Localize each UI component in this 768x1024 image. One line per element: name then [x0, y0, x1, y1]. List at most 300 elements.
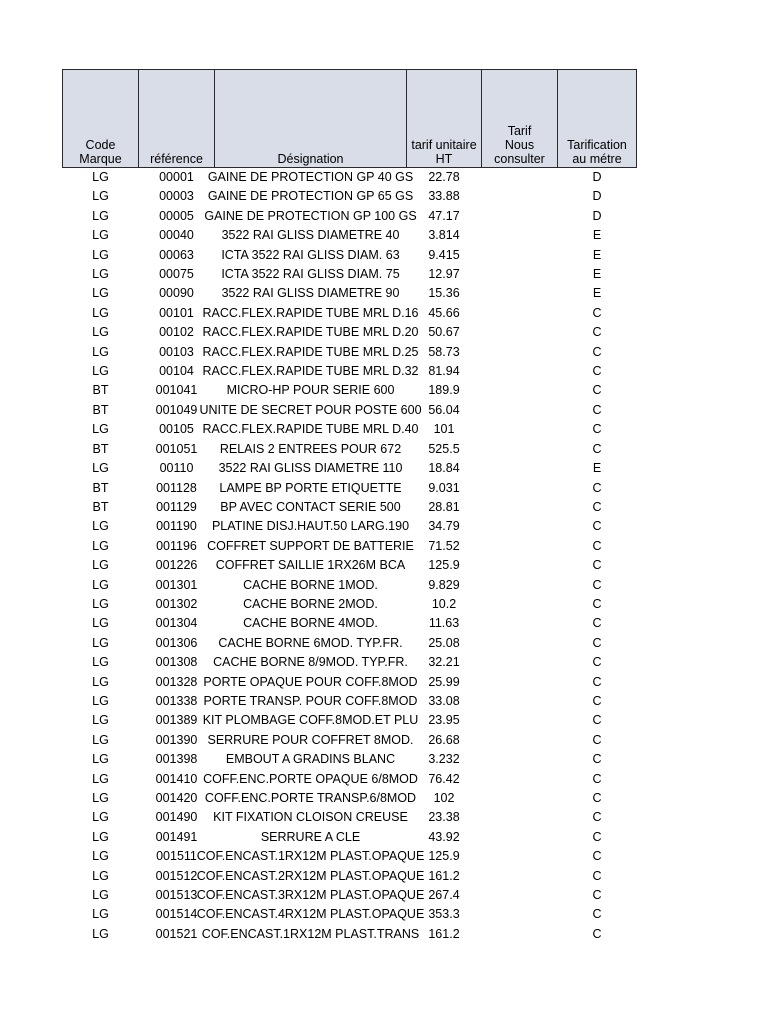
- cell-tarif-nous-consulter: [482, 304, 558, 323]
- cell-code-marque-text: LG: [92, 849, 109, 864]
- cell-reference-text: 001190: [156, 519, 197, 534]
- cell-tarif-nous-consulter: [482, 925, 558, 944]
- cell-tarification-metre: [558, 653, 637, 672]
- cell-designation-text: RACC.FLEX.RAPIDE TUBE MRL D.32: [202, 364, 419, 379]
- cell-reference-text: 00005: [159, 208, 194, 223]
- cell-designation-text: MICRO-HP POUR SERIE 600: [226, 383, 395, 398]
- cell-designation-text: 3522 RAI GLISS DIAMETRE 90: [221, 286, 400, 301]
- cell-tarification-metre: [558, 168, 637, 188]
- cell-reference: [139, 226, 215, 245]
- table-row: [63, 905, 637, 924]
- cell-tarification-metre-text: C: [592, 499, 602, 514]
- cell-code-marque-text: BT: [92, 402, 109, 417]
- cell-code-marque: [63, 770, 139, 789]
- cell-tarif-nous-consulter: [482, 653, 558, 672]
- table-row: [63, 634, 637, 653]
- cell-tarif-unitaire: [407, 808, 482, 827]
- cell-reference: [139, 187, 215, 206]
- cell-reference: [139, 576, 215, 595]
- cell-tarif-unitaire-text: 26.68: [428, 732, 460, 747]
- table-row: [63, 207, 637, 226]
- cell-tarif-nous-consulter: [482, 847, 558, 866]
- cell-tarification-metre-text: C: [592, 693, 602, 708]
- cell-tarification-metre-text: C: [592, 752, 602, 767]
- cell-designation: [203, 770, 418, 789]
- cell-tarif-nous-consulter: [482, 284, 558, 303]
- cell-code-marque-text: LG: [92, 635, 109, 650]
- cell-reference-text: 00040: [159, 228, 194, 243]
- cell-designation: [203, 692, 418, 711]
- cell-tarification-metre: [558, 362, 637, 381]
- cell-code-marque-text: LG: [92, 655, 109, 670]
- cell-code-marque: [63, 905, 139, 924]
- cell-tarification-metre: [558, 479, 637, 498]
- cell-tarif-unitaire: [407, 284, 482, 303]
- cell-tarif-unitaire-text: 189.9: [428, 383, 460, 398]
- cell-tarif-unitaire: [407, 381, 482, 400]
- cell-reference: [139, 498, 215, 517]
- cell-tarification-metre-text: C: [592, 829, 602, 844]
- table-row: [63, 226, 637, 245]
- cell-reference-text: 00104: [159, 364, 194, 379]
- cell-tarif-nous-consulter: [482, 517, 558, 536]
- cell-tarification-metre: [558, 673, 637, 692]
- cell-reference-text: 001226: [155, 558, 198, 573]
- cell-tarif-unitaire-text: 22.78: [428, 170, 460, 184]
- cell-tarif-unitaire-text: 76.42: [428, 771, 460, 786]
- cell-designation-text: PORTE OPAQUE POUR COFF.8MOD: [203, 674, 418, 689]
- table-row: [63, 789, 637, 808]
- cell-code-marque-text: LG: [92, 364, 109, 379]
- cell-tarif-nous-consulter: [482, 226, 558, 245]
- cell-tarification-metre-text: E: [592, 461, 602, 476]
- cell-tarification-metre-text: C: [592, 305, 602, 320]
- table-row: [63, 284, 637, 303]
- table-row: [63, 537, 637, 556]
- cell-tarification-metre-text: E: [592, 247, 602, 262]
- cell-designation-text: CACHE BORNE 2MOD.: [243, 596, 378, 611]
- cell-tarif-unitaire-text: 71.52: [428, 538, 460, 553]
- cell-code-marque-text: LG: [92, 771, 109, 786]
- cell-tarif-nous-consulter: [482, 440, 558, 459]
- cell-tarification-metre: [558, 187, 637, 206]
- cell-tarif-nous-consulter: [482, 168, 558, 188]
- cell-code-marque-text: BT: [92, 441, 109, 456]
- cell-tarif-unitaire-text: 12.97: [428, 267, 460, 282]
- table-row: [63, 847, 637, 866]
- cell-designation: [196, 847, 425, 866]
- table-row: [63, 362, 637, 381]
- cell-tarif-unitaire: [407, 498, 482, 517]
- cell-tarif-unitaire-text: 353.3: [428, 907, 460, 922]
- cell-reference: [139, 440, 215, 459]
- table-row: [63, 673, 637, 692]
- cell-code-marque: [63, 420, 139, 439]
- cell-tarification-metre: [558, 576, 637, 595]
- cell-code-marque: [63, 187, 139, 206]
- cell-tarification-metre-text: C: [592, 888, 602, 903]
- cell-tarif-unitaire-text: 101: [433, 422, 455, 437]
- cell-tarification-metre: [558, 634, 637, 653]
- cell-tarif-unitaire-text: 28.81: [428, 499, 460, 514]
- cell-tarif-nous-consulter: [482, 576, 558, 595]
- cell-tarification-metre: [558, 770, 637, 789]
- header-code-marque: Code Marque: [63, 70, 139, 168]
- cell-reference-text: 001398: [155, 752, 198, 767]
- table-row: [63, 886, 637, 905]
- cell-tarif-nous-consulter: [482, 711, 558, 730]
- cell-designation-text: COFF.ENC.PORTE TRANSP.6/8MOD: [204, 791, 417, 805]
- cell-code-marque: [63, 343, 139, 362]
- cell-reference-text: 001301: [155, 577, 198, 592]
- cell-reference: [139, 634, 215, 653]
- cell-designation-text: SERRURE POUR COFFRET 8MOD.: [207, 732, 414, 747]
- cell-tarif-nous-consulter: [482, 187, 558, 206]
- cell-designation-text: CACHE BORNE 8/9MOD. TYP.FR.: [213, 655, 408, 670]
- cell-reference: [139, 750, 215, 769]
- cell-tarif-nous-consulter: [482, 886, 558, 905]
- cell-tarification-metre: [558, 265, 637, 284]
- cell-code-marque-text: LG: [92, 616, 109, 631]
- cell-tarif-unitaire: [407, 479, 482, 498]
- cell-tarification-metre-text: D: [592, 189, 602, 204]
- cell-tarif-unitaire-text: 56.04: [428, 402, 460, 417]
- header-designation: Désignation: [215, 70, 407, 168]
- cell-code-marque: [63, 886, 139, 905]
- cell-code-marque-text: LG: [92, 577, 109, 592]
- cell-reference-text: 00101: [159, 305, 194, 320]
- cell-reference-text: 001129: [156, 499, 197, 514]
- table-header: [63, 70, 637, 168]
- cell-tarif-unitaire-text: 10.2: [431, 596, 457, 611]
- cell-tarification-metre: [558, 886, 637, 905]
- cell-code-marque: [63, 925, 139, 944]
- cell-reference: [139, 731, 215, 750]
- cell-tarif-unitaire-text: 33.88: [428, 189, 460, 204]
- cell-designation-text: COFFRET SUPPORT DE BATTERIE: [207, 538, 414, 553]
- price-list-sheet: [62, 69, 636, 944]
- cell-reference-text: 001306: [155, 635, 198, 650]
- cell-designation: [215, 614, 407, 633]
- cell-code-marque: [63, 653, 139, 672]
- cell-tarif-unitaire: [407, 537, 482, 556]
- cell-designation-text: COFFRET SAILLIE 1RX26M BCA: [215, 558, 406, 573]
- cell-tarif-unitaire-text: 267.4: [428, 888, 460, 903]
- cell-tarification-metre-text: C: [592, 868, 602, 883]
- cell-tarif-nous-consulter: [482, 479, 558, 498]
- cell-designation-text: UNITE DE SECRET POUR POSTE 600: [199, 402, 422, 417]
- cell-code-marque-text: BT: [92, 383, 109, 398]
- cell-designation: [207, 731, 414, 750]
- cell-tarif-unitaire: [407, 634, 482, 653]
- cell-tarif-unitaire-text: 43.92: [428, 829, 460, 844]
- cell-code-marque: [63, 867, 139, 886]
- table-row: [63, 498, 637, 517]
- table-row: [63, 653, 637, 672]
- cell-code-marque-text: LG: [92, 713, 109, 728]
- cell-designation: [215, 459, 407, 478]
- header-reference: référence: [139, 70, 215, 168]
- cell-designation-text: RACC.FLEX.RAPIDE TUBE MRL D.16: [202, 305, 419, 320]
- cell-tarification-metre-text: C: [592, 480, 602, 495]
- cell-code-marque: [63, 498, 139, 517]
- cell-tarification-metre-text: E: [592, 286, 602, 301]
- cell-designation: [215, 828, 407, 847]
- cell-tarif-unitaire: [407, 440, 482, 459]
- cell-tarif-unitaire-text: 47.17: [428, 208, 460, 223]
- cell-code-marque: [63, 673, 139, 692]
- cell-designation: [215, 556, 407, 575]
- cell-tarif-nous-consulter: [482, 207, 558, 226]
- cell-tarif-nous-consulter: [482, 459, 558, 478]
- cell-tarification-metre: [558, 808, 637, 827]
- cell-tarification-metre-text: E: [592, 228, 602, 243]
- cell-reference-text: 001051: [155, 441, 198, 456]
- cell-tarif-unitaire-text: 11.63: [428, 616, 460, 631]
- cell-tarif-unitaire: [407, 207, 482, 226]
- cell-tarification-metre-text: C: [592, 713, 602, 728]
- cell-designation-text: CACHE BORNE 6MOD. TYP.FR.: [218, 635, 403, 650]
- cell-tarification-metre: [558, 246, 637, 265]
- cell-tarif-unitaire: [407, 750, 482, 769]
- cell-code-marque: [63, 750, 139, 769]
- table-row: [63, 925, 637, 944]
- cell-code-marque: [63, 381, 139, 400]
- cell-designation: [207, 168, 414, 188]
- cell-code-marque: [63, 401, 139, 420]
- cell-designation-text: KIT PLOMBAGE COFF.8MOD.ET PLU: [202, 713, 419, 728]
- cell-designation: [196, 867, 425, 886]
- cell-tarification-metre-text: C: [592, 907, 602, 922]
- cell-reference-text: 001514: [155, 907, 198, 922]
- cell-designation-text: ICTA 3522 RAI GLISS DIAM. 75: [221, 267, 400, 282]
- cell-code-marque: [63, 459, 139, 478]
- cell-tarification-metre: [558, 537, 637, 556]
- cell-tarif-unitaire: [407, 614, 482, 633]
- cell-reference-text: 00105: [159, 422, 194, 437]
- cell-code-marque-text: LG: [92, 189, 109, 204]
- cell-tarification-metre-text: C: [592, 538, 602, 553]
- cell-reference: [139, 517, 215, 536]
- cell-tarification-metre-text: C: [592, 732, 602, 747]
- table-row: [63, 459, 637, 478]
- cell-tarification-metre: [558, 323, 637, 342]
- cell-tarification-metre: [558, 207, 637, 226]
- cell-tarif-unitaire-text: 32.21: [428, 655, 460, 670]
- table-row: [63, 168, 637, 188]
- cell-code-marque-text: LG: [92, 810, 109, 825]
- cell-tarif-unitaire: [407, 556, 482, 575]
- cell-tarification-metre: [558, 226, 637, 245]
- cell-tarification-metre: [558, 440, 637, 459]
- cell-reference-text: 001128: [156, 480, 197, 495]
- cell-code-marque-text: LG: [92, 926, 109, 941]
- cell-code-marque-text: LG: [92, 305, 109, 320]
- cell-designation-text: ICTA 3522 RAI GLISS DIAM. 63: [221, 247, 400, 262]
- cell-tarif-unitaire-text: 34.79: [428, 519, 460, 534]
- cell-code-marque: [63, 440, 139, 459]
- cell-designation: [203, 673, 418, 692]
- cell-reference-text: 001420: [155, 791, 198, 805]
- cell-designation-text: RACC.FLEX.RAPIDE TUBE MRL D.40: [202, 422, 419, 437]
- cell-code-marque-text: LG: [92, 791, 109, 805]
- cell-reference: [139, 595, 215, 614]
- cell-tarif-unitaire: [407, 731, 482, 750]
- cell-tarif-nous-consulter: [482, 381, 558, 400]
- table-row: [63, 246, 637, 265]
- cell-designation-text: COF.ENCAST.1RX12M PLAST.TRANS: [201, 926, 420, 941]
- cell-tarif-unitaire: [407, 576, 482, 595]
- cell-tarification-metre-text: C: [592, 364, 602, 379]
- cell-tarification-metre: [558, 847, 637, 866]
- cell-reference-text: 00063: [159, 247, 194, 262]
- cell-code-marque-text: LG: [92, 422, 109, 437]
- cell-tarification-metre: [558, 401, 637, 420]
- cell-designation: [215, 498, 407, 517]
- cell-tarif-unitaire: [407, 459, 482, 478]
- cell-designation: [202, 420, 419, 439]
- table-row: [63, 517, 637, 536]
- cell-code-marque: [63, 595, 139, 614]
- cell-tarif-nous-consulter: [482, 401, 558, 420]
- cell-tarification-metre-text: C: [592, 810, 602, 825]
- cell-code-marque: [63, 847, 139, 866]
- cell-designation-text: COF.ENCAST.1RX12M PLAST.OPAQUE: [196, 849, 425, 864]
- cell-tarif-unitaire-text: 9.829: [428, 577, 460, 592]
- cell-tarification-metre-text: C: [592, 616, 602, 631]
- table-row: [63, 614, 637, 633]
- cell-tarification-metre: [558, 731, 637, 750]
- cell-reference-text: 001390: [155, 732, 198, 747]
- table-row: [63, 770, 637, 789]
- cell-code-marque: [63, 711, 139, 730]
- cell-code-marque: [63, 517, 139, 536]
- cell-tarification-metre-text: D: [592, 208, 602, 223]
- header-tarif-unitaire: tarif unitaire HT: [407, 70, 482, 168]
- cell-code-marque-text: LG: [92, 596, 109, 611]
- cell-tarif-unitaire-text: 125.9: [428, 558, 460, 573]
- cell-designation: [215, 440, 407, 459]
- header-tarif-nous-consulter: Tarif Nous consulter: [482, 70, 558, 168]
- cell-designation-text: EMBOUT A GRADINS BLANC: [225, 752, 396, 767]
- cell-code-marque: [63, 323, 139, 342]
- cell-reference: [139, 284, 215, 303]
- cell-reference: [139, 537, 215, 556]
- cell-code-marque: [63, 479, 139, 498]
- cell-code-marque-text: LG: [92, 461, 109, 476]
- cell-reference: [139, 789, 215, 808]
- table-row: [63, 595, 637, 614]
- table-row: [63, 692, 637, 711]
- cell-reference-text: 001302: [155, 596, 198, 611]
- cell-tarif-unitaire: [407, 168, 482, 188]
- cell-designation: [202, 343, 419, 362]
- table-row: [63, 265, 637, 284]
- cell-code-marque-text: LG: [92, 732, 109, 747]
- cell-code-marque: [63, 207, 139, 226]
- cell-tarification-metre: [558, 284, 637, 303]
- cell-tarif-nous-consulter: [482, 498, 558, 517]
- cell-designation-text: COF.ENCAST.4RX12M PLAST.OPAQUE: [196, 907, 425, 922]
- cell-reference: [139, 808, 215, 827]
- cell-tarif-unitaire-text: 9.415: [428, 247, 460, 262]
- cell-tarif-unitaire: [407, 673, 482, 692]
- cell-code-marque-text: LG: [92, 907, 109, 922]
- cell-reference-text: 001513: [155, 888, 198, 903]
- cell-reference: [139, 614, 215, 633]
- cell-code-marque: [63, 284, 139, 303]
- cell-tarification-metre: [558, 614, 637, 633]
- cell-designation-text: PORTE TRANSP. POUR COFF.8MOD: [203, 693, 418, 708]
- cell-tarification-metre-text: C: [592, 325, 602, 340]
- cell-tarif-unitaire-text: 9.031: [428, 480, 460, 495]
- table-body: [63, 168, 637, 945]
- cell-designation: [196, 905, 425, 924]
- table-row: [63, 343, 637, 362]
- cell-designation: [201, 925, 420, 944]
- cell-reference-text: 00090: [159, 286, 194, 301]
- cell-tarif-unitaire: [407, 789, 482, 808]
- cell-tarif-unitaire-text: 81.94: [428, 364, 460, 379]
- cell-tarif-nous-consulter: [482, 828, 558, 847]
- cell-code-marque-text: LG: [92, 829, 109, 844]
- cell-tarification-metre-text: C: [592, 849, 602, 864]
- cell-code-marque-text: BT: [92, 499, 109, 514]
- cell-tarif-nous-consulter: [482, 420, 558, 439]
- cell-code-marque: [63, 362, 139, 381]
- cell-tarif-unitaire-text: 23.38: [428, 810, 460, 825]
- cell-code-marque: [63, 614, 139, 633]
- cell-tarif-nous-consulter: [482, 614, 558, 633]
- cell-code-marque-text: LG: [92, 888, 109, 903]
- cell-tarification-metre: [558, 828, 637, 847]
- cell-designation: [215, 808, 407, 827]
- cell-tarification-metre-text: C: [592, 674, 602, 689]
- cell-code-marque: [63, 168, 139, 188]
- table-row: [63, 576, 637, 595]
- cell-reference-text: 00001: [159, 170, 194, 184]
- cell-reference-text: 001521: [155, 926, 198, 941]
- cell-tarification-metre-text: C: [592, 441, 602, 456]
- cell-code-marque-text: LG: [92, 208, 109, 223]
- cell-designation-text: KIT FIXATION CLOISON CREUSE: [213, 810, 408, 825]
- cell-tarif-nous-consulter: [482, 731, 558, 750]
- cell-tarification-metre: [558, 517, 637, 536]
- cell-code-marque: [63, 556, 139, 575]
- cell-code-marque-text: LG: [92, 267, 109, 282]
- cell-designation: [215, 381, 407, 400]
- cell-tarif-unitaire: [407, 517, 482, 536]
- cell-tarification-metre-text: C: [592, 577, 602, 592]
- cell-tarif-nous-consulter: [482, 343, 558, 362]
- cell-designation-text: GAINE DE PROTECTION GP 100 GS: [204, 208, 417, 223]
- cell-code-marque-text: LG: [92, 344, 109, 359]
- cell-reference: [139, 556, 215, 575]
- cell-designation: [199, 401, 422, 420]
- cell-tarification-metre: [558, 343, 637, 362]
- cell-tarif-unitaire-text: 18.84: [428, 461, 460, 476]
- cell-tarif-unitaire-text: 525.5: [428, 441, 460, 456]
- cell-designation: [215, 595, 407, 614]
- cell-designation-text: 3522 RAI GLISS DIAMETRE 110: [218, 461, 403, 476]
- cell-tarif-unitaire-text: 33.08: [428, 693, 460, 708]
- cell-tarif-nous-consulter: [482, 323, 558, 342]
- cell-code-marque-text: LG: [92, 868, 109, 883]
- table-row: [63, 750, 637, 769]
- price-table: [62, 69, 637, 944]
- cell-designation-text: 3522 RAI GLISS DIAMETRE 40: [221, 228, 400, 243]
- cell-tarif-unitaire: [407, 653, 482, 672]
